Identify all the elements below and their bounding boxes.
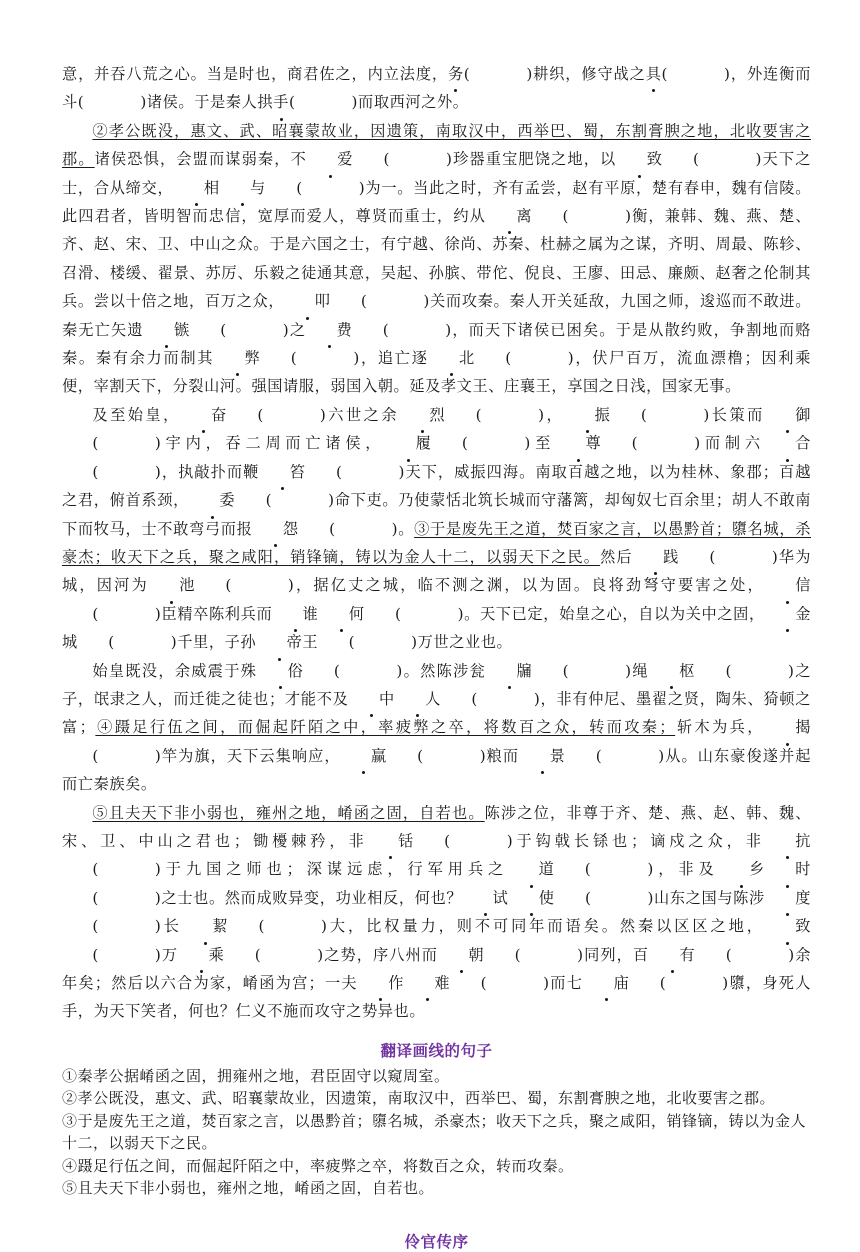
- dotted-keyword: 铦: [368, 832, 414, 850]
- passage-text: 关而攻秦。秦人开关延敌，九国之师，逡巡而不敢进。秦无亡矢遗: [62, 292, 811, 339]
- passage-paragraph: [62, 401, 811, 657]
- passage-text: 王: [302, 633, 319, 652]
- passage-text: 于钩戟长铩也；谪戍之众，非: [513, 831, 765, 850]
- passage-text: 之势，序八州而: [323, 945, 439, 964]
- passage-text: ，外连衡而斗: [62, 65, 811, 112]
- passage-text: 长策而: [709, 405, 765, 424]
- dotted-keyword: 乘: [178, 946, 224, 964]
- passage-text: 之: [289, 320, 307, 339]
- passage-text: 斩木为兵，: [675, 718, 765, 737]
- dotted-keyword: 合: [765, 434, 811, 452]
- dotted-keyword: 中 人: [349, 690, 441, 708]
- passage-text: 而制六: [700, 434, 765, 453]
- dotted-keyword: 俗: [257, 662, 303, 680]
- passage-text: 珍器重宝肥饶之地，以: [452, 150, 617, 169]
- dotted-keyword: 奋: [181, 406, 227, 424]
- dotted-keyword: 赢: [341, 747, 387, 765]
- translation-list: [62, 1065, 811, 1200]
- dotted-keyword: 尊: [555, 434, 601, 452]
- dotted-keyword: 委: [189, 491, 235, 509]
- answer-blank[interactable]: ( ): [505, 349, 575, 368]
- answer-blank[interactable]: ( ): [475, 405, 545, 424]
- passage-text: 。然陈涉瓮: [402, 661, 487, 680]
- answer-blank[interactable]: ( ): [640, 405, 710, 424]
- answer-blank[interactable]: ( ): [92, 434, 162, 453]
- answer-blank[interactable]: ( ): [288, 93, 359, 112]
- dotted-keyword: 相 与: [173, 179, 265, 197]
- passage-paragraph: [62, 117, 811, 401]
- underlined-sentence: ④蹑足行伍之间，而倔起阡陌之中，率疲弊之卒，将数百之众，转而攻秦；: [95, 718, 676, 737]
- underlined-sentence: ②孝公既没，惠文、武、昭襄蒙故业，因遗策，南取汉中，西举巴、蜀，东割膏腴之地，北收要害之郡。: [62, 121, 811, 169]
- passage-text: ，追亡逐: [359, 349, 429, 368]
- passage-paragraph: [62, 657, 811, 799]
- answer-blank[interactable]: ( ): [480, 974, 550, 992]
- passage-text: 山东之国与陈涉: [654, 888, 765, 907]
- dotted-keyword: 谁 何: [272, 605, 364, 623]
- passage-text: 天下，威振四海。南取百越之地，以为桂林、象郡；百越之君，俯首系颈，: [62, 462, 812, 510]
- translation-item: ③于是废先王之道，焚百家之言，以愚黔首；隳名城，杀豪杰；收天下之兵，聚之咸阳，销锋镝，铸以为金人十二，以弱天下之民。: [62, 1111, 807, 1153]
- passage-text: 华为城，因河为: [62, 547, 812, 595]
- passage-text: 长: [161, 917, 182, 936]
- answer-blank[interactable]: ( ): [514, 945, 584, 964]
- answer-blank[interactable]: ( ): [395, 604, 465, 623]
- passage-text: 余年矣；然后以六合为家，崤函为宫；一夫: [62, 945, 811, 992]
- dotted-keyword: 牖: [486, 662, 532, 680]
- answer-blank[interactable]: ( ): [661, 65, 731, 83]
- dotted-keyword: 致: [765, 917, 811, 935]
- answer-blank[interactable]: ( ): [584, 888, 654, 907]
- document-page: [62, 60, 811, 1252]
- dotted-keyword: 景: [519, 747, 565, 765]
- answer-blank[interactable]: ( ): [92, 746, 162, 765]
- answer-blank[interactable]: ( ): [584, 860, 654, 879]
- translation-item: ⑤且夫天下非小弱也，雍州之地，崤函之固，自若也。: [62, 1179, 435, 1198]
- passage-text: 命下吏。乃使蒙恬北筑长城而守藩篱，却匈奴七百余里；胡人不敢南下而牧马，士不敢弯弓而报: [62, 491, 811, 538]
- passage-text: 诸侯。于是秦人拱: [146, 93, 274, 112]
- dotted-keyword: 镞: [144, 321, 190, 339]
- passage-text: 绳: [631, 661, 649, 680]
- passage-text: ，而天下诸侯已困矣。于是从散约败，争割地而赂秦。秦有余力而制其: [62, 320, 811, 368]
- passage-text: ，非及: [653, 860, 719, 879]
- answer-blank[interactable]: ( ): [265, 491, 335, 510]
- answer-blank[interactable]: ( ): [329, 519, 399, 538]
- answer-blank[interactable]: ( ): [383, 150, 453, 169]
- dotted-keyword: 度: [765, 889, 811, 907]
- dotted-keyword: 朝: [438, 946, 484, 964]
- answer-blank[interactable]: ( ): [461, 434, 531, 453]
- passage-text: 天下之士，合从缔交，: [62, 150, 811, 197]
- dotted-keyword: 道: [508, 860, 554, 878]
- passage-text: 于九国之师也；深谋远虑，行军用兵之: [161, 860, 509, 879]
- passage-paragraph: [62, 60, 811, 117]
- passage-text: 为一。当此之时，齐有孟尝，赵有平原，楚有春申，魏有信陵。此四君者，皆明智而忠信，宽厚而爱人，尊贤而重士，约从: [62, 178, 811, 226]
- dotted-keyword: 离: [486, 207, 532, 225]
- dotted-keyword: 振: [564, 406, 610, 424]
- answer-blank[interactable]: ( ): [254, 945, 324, 964]
- passage-text: 同列，百: [583, 945, 650, 964]
- answer-blank[interactable]: ( ): [360, 292, 430, 311]
- passage-text: 及至始皇，: [92, 405, 181, 424]
- translation-item: ①秦孝公据崤函之固，拥雍州之地，君臣固守以窥周室。: [62, 1066, 450, 1085]
- dotted-keyword: 叩: [284, 292, 330, 310]
- answer-blank[interactable]: ( ): [471, 689, 541, 708]
- answer-blank[interactable]: ( ): [348, 633, 418, 652]
- dotted-keyword: 弊: [214, 349, 260, 367]
- passage-text: 然后: [600, 547, 633, 566]
- dotted-keyword: 践: [633, 548, 679, 566]
- answer-blank[interactable]: ( ): [692, 150, 762, 169]
- passage-text: ，据亿丈之城，临不测之渊，以为固。良将劲弩守要害之处，: [294, 576, 765, 595]
- passage-text: 始皇既没，余威震于殊: [92, 661, 258, 680]
- answer-blank[interactable]: ( ): [562, 661, 632, 680]
- passage-text: 大，比权量力，则不可同年而语矣。然秦以区区之地，: [327, 917, 765, 936]
- passage-text: 至: [530, 434, 556, 453]
- answer-blank[interactable]: ( ): [220, 320, 290, 339]
- dotted-keyword: 烈: [399, 406, 445, 424]
- passage-text: 万: [161, 945, 179, 964]
- answer-blank[interactable]: ( ): [562, 207, 632, 226]
- passage-text: 。: [398, 519, 415, 538]
- passage-text: 臣精卒陈利兵而: [161, 604, 273, 623]
- passage-text: 万世之业也。: [417, 633, 513, 652]
- passage-text: 意，并吞八荒之心。当是时也，商君佐之，内立法度，: [62, 65, 448, 83]
- dotted-keyword: 庙: [583, 974, 629, 992]
- passage-text: ，: [544, 405, 565, 424]
- passage-text: 粮而: [486, 746, 520, 765]
- dotted-keyword: 池: [149, 576, 195, 594]
- passage-text: 从。山东豪俊遂并起而亡秦族矣。: [62, 746, 811, 794]
- dotted-keyword: 笞: [259, 463, 305, 481]
- answer-blank[interactable]: ( ): [92, 917, 162, 936]
- dotted-keyword: 费: [306, 321, 352, 339]
- answer-blank[interactable]: ( ): [296, 178, 366, 197]
- passage-text: 城: [62, 633, 78, 652]
- passage: [62, 60, 811, 1026]
- next-section-title: 伶官传序: [404, 1231, 469, 1251]
- dotted-keyword: 作 难: [358, 974, 450, 992]
- passage-text: 耕织，修守战之: [532, 65, 646, 83]
- dotted-keyword: 抗: [765, 832, 811, 850]
- answer-blank[interactable]: ( ): [659, 974, 729, 992]
- answer-blank[interactable]: ( ): [225, 576, 295, 595]
- dotted-keyword: 务: [448, 65, 464, 83]
- passage-text: 千里，子孙: [177, 633, 257, 652]
- answer-blank[interactable]: ( ): [92, 888, 162, 907]
- dotted-keyword: 爱: [307, 150, 353, 168]
- answer-blank[interactable]: ( ): [725, 661, 795, 680]
- dotted-keyword: 试 使: [462, 889, 554, 907]
- answer-blank[interactable]: ( ): [725, 945, 795, 964]
- answer-blank[interactable]: ( ): [333, 661, 403, 680]
- passage-text: 。天下已定，始皇之心，自以为关中之固，: [464, 604, 765, 623]
- passage-text: 陈涉之位，非尊于齐、楚、燕、赵、韩、魏、宋、卫、中山之君也；锄櫌棘矜，非: [62, 803, 812, 850]
- dotted-keyword: 乡 时: [719, 860, 811, 878]
- dotted-keyword: 枢: [649, 662, 695, 680]
- passage-text: 竿为旗，天下云集响应，: [161, 746, 341, 765]
- answer-blank[interactable]: ( ): [92, 604, 162, 623]
- passage-text: 而取西河之外。: [358, 93, 469, 112]
- dotted-keyword: 金: [765, 605, 811, 623]
- passage-text: 而七: [549, 974, 584, 992]
- passage-text: 之子，氓隶之人，而迁徙之徒也；才能不及: [62, 661, 812, 708]
- answer-blank[interactable]: ( ): [290, 349, 360, 368]
- underlined-sentence: ⑤且夫天下非小弱也，雍州之地，崤函之固，自若也。: [92, 803, 485, 822]
- passage-text: 之士也。然而成败异变，功业相反，何也？: [161, 888, 463, 907]
- dotted-keyword: 怨: [253, 520, 299, 538]
- answer-blank[interactable]: ( ): [631, 434, 701, 453]
- dotted-keyword: 北: [429, 349, 475, 367]
- answer-blank[interactable]: ( ): [77, 93, 147, 112]
- passage-paragraph: [62, 799, 811, 1026]
- answer-blank[interactable]: ( ): [92, 945, 162, 964]
- translate-section-title: 翻译画线的句子: [380, 1040, 493, 1060]
- dotted-keyword: 帝: [256, 633, 302, 651]
- passage-text: 隳，身死人手，为天下笑者，何也？仁义不施而攻守之势异也。: [62, 974, 812, 1021]
- dotted-keyword: 致: [616, 150, 662, 168]
- dotted-keyword: 絜: [182, 917, 228, 935]
- answer-blank[interactable]: ( ): [382, 320, 452, 339]
- answer-blank[interactable]: ( ): [417, 746, 487, 765]
- dotted-keyword: 履: [385, 434, 431, 452]
- answer-blank[interactable]: ( ): [257, 405, 327, 424]
- dotted-keyword: 揭: [765, 718, 811, 736]
- answer-blank[interactable]: ( ): [335, 462, 405, 481]
- passage-text: ，伏尸百万，流血漂橹；因利乘便，宰割天下，分裂山河。强国请服，弱国入朝。延及孝文王、庄襄王，享国之日浅，国家无事。: [62, 349, 811, 396]
- answer-blank[interactable]: ( ): [709, 547, 779, 566]
- answer-blank[interactable]: ( ): [108, 633, 178, 652]
- answer-blank[interactable]: ( ): [444, 831, 514, 850]
- passage-text: 宇内，吞二周而亡诸侯，: [161, 434, 386, 453]
- passage-text: ，执敲扑而鞭: [161, 462, 260, 481]
- dotted-keyword: 御: [765, 406, 811, 424]
- dotted-keyword: 有: [649, 946, 695, 964]
- answer-blank[interactable]: ( ): [463, 65, 533, 83]
- passage-text: ，非有仲尼、墨翟之贤，陶朱、猗顿之富；: [62, 689, 811, 737]
- dotted-keyword: 具: [646, 65, 662, 83]
- underlined-sentence: ③于是废先王之道，焚百家之言，以愚黔首；隳名城，杀豪杰；收天下之兵，聚之咸阳，销锋镝，铸以为金人十二，以弱天下之民。: [62, 519, 811, 566]
- answer-blank[interactable]: ( ): [258, 917, 328, 936]
- passage-text: 六世之余: [326, 405, 400, 424]
- translation-item: ④蹑足行伍之间，而倔起阡陌之中，率疲弊之卒，将数百之众，转而攻秦。: [62, 1156, 574, 1175]
- dotted-keyword: 信: [765, 576, 811, 594]
- answer-blank[interactable]: ( ): [595, 746, 665, 765]
- answer-blank[interactable]: ( ): [92, 462, 162, 481]
- passage-text: 诸侯恐惧，会盟而谋弱秦，不: [94, 150, 307, 169]
- translation-item: ②孝公既没，惠文、武、昭襄蒙故业，因遗策，南取汉中，西举巴、蜀，东割膏腴之地，北收要害之郡。: [62, 1089, 776, 1108]
- answer-blank[interactable]: ( ): [92, 860, 162, 879]
- passage-text: 衡，兼韩、魏、燕、楚、齐、赵、宋、卫、中山之众。于是六国之士，有宁越、徐尚、苏秦、杜赫之属为之谋，齐明、周最、陈轸、召滑、楼缓、翟景、苏厉、乐毅之徒通其意，吴起、孙膑、带佗、倪良、王廖、田忌、廉颇、赵奢之伦制其兵。尝以十倍之地，百万之众，: [62, 207, 811, 311]
- dotted-keyword: 手: [273, 93, 289, 111]
